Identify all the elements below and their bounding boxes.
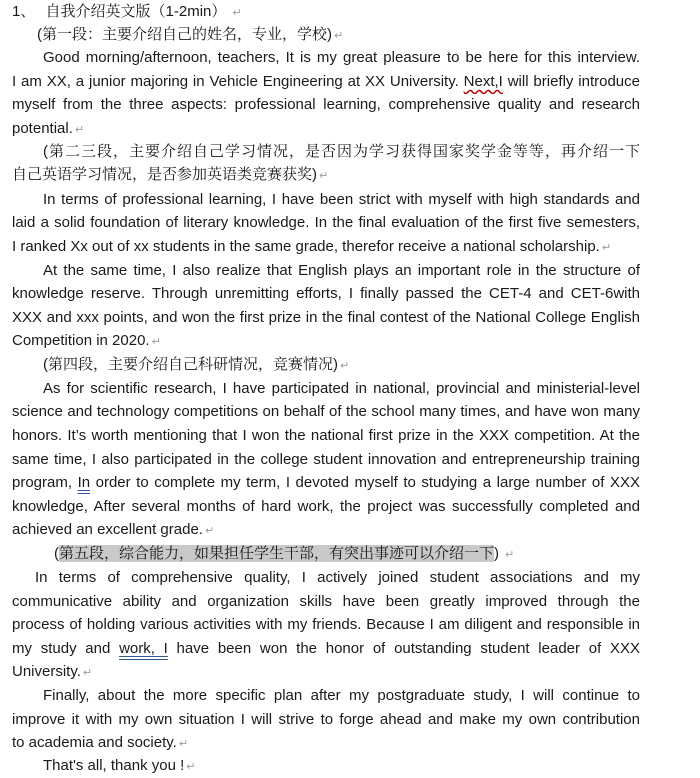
text-line: knowledge reserve. Through unremitting efforts, I finally passed the CET-4 and CET-6with (12, 285, 640, 302)
paragraph-mark: ↵ (232, 7, 242, 19)
text-line (12, 518, 640, 542)
text-line: improve it with my own situation I will strive to forge ahead and make my own contribution (12, 711, 640, 728)
text-line: science and technology competitions on behalf of the school many times, and have won many (12, 403, 640, 420)
text-line: At the same time, I also realize that English plays an important role in the structure of (43, 262, 640, 279)
heading-title: 自我介绍英文版（1-2min） (45, 3, 227, 20)
note-text: ( (54, 545, 59, 562)
text-span: I am XX, a junior majoring in Vehicle Engineering at XX University. (12, 73, 464, 90)
text-span: I ranked Xx out of xx students in the same grade, therefor receive a national scholarship. (12, 238, 600, 255)
grammar-flag[interactable]: work, I (119, 640, 168, 657)
text-span: Competition in 2020. (12, 332, 150, 349)
section-note-2: (第二三段，主要介绍自己学习情况，是否因为学习获得国家奖学金等等，再介绍一下 (43, 143, 640, 160)
highlighted-text: 第五段，综合能力，如果担任学生干部，有突出事迹可以介绍一下 (59, 545, 495, 562)
text-span: potential. (12, 120, 73, 137)
paragraph-mark: ↵ (340, 360, 350, 372)
text-line (43, 754, 640, 778)
heading-line (12, 0, 640, 24)
paragraph-mark: ↵ (186, 761, 196, 773)
text-span: have been won the honor of outstanding student leader of XXX (167, 640, 640, 657)
text-line: laid a solid foundation of literary knowledge. In the final evaluation of the first five semesters, (12, 214, 640, 231)
note-text: ) (494, 545, 500, 562)
text-line (12, 731, 640, 755)
text-span: program, (12, 474, 78, 491)
text-line: As for scientific research, I have participated in national, provincial and ministerial-level (43, 380, 640, 397)
paragraph-mark: ↵ (82, 667, 93, 679)
text-line: honors. It’s worth mentioning that I won the national first prize in the XXX competition. At the (12, 427, 640, 444)
text-line: knowledge, After several months of hard work, the project was successfully completed and (12, 498, 640, 515)
paragraph-mark: ↵ (505, 549, 515, 561)
paragraph-mark: ↵ (319, 170, 329, 182)
paragraph-mark: ↵ (74, 124, 85, 136)
text-span: University. (12, 663, 81, 680)
paragraph-mark: ↵ (601, 242, 612, 254)
paragraph-mark: ↵ (151, 336, 161, 348)
text-span: will briefly introduce (502, 73, 640, 90)
text-line: In terms of professional learning, I have been strict with myself with high standards and (43, 191, 640, 208)
text-line: Good morning/afternoon, teachers, It is my great pleasure to be here for this interview. (43, 49, 640, 66)
text-line (12, 70, 640, 94)
text-line (12, 660, 640, 684)
section-note-2-cont (12, 163, 640, 187)
paragraph-mark: ↵ (334, 30, 344, 42)
grammar-flag[interactable]: In (77, 474, 91, 491)
text-line (12, 471, 640, 495)
text-line (12, 117, 640, 141)
heading-number: 1、 (12, 3, 36, 20)
section-note-1 (12, 23, 665, 47)
text-line: myself from the three aspects: professional learning, comprehensive quality and research (12, 96, 640, 113)
text-line: In terms of comprehensive quality, I actively joined student associations and my (35, 569, 640, 586)
text-line: process of holding various activities with my friends. Because I am diligent and responsible in (12, 616, 640, 633)
text-span: order to complete my term, I devoted myself to studying a large number of XXX (90, 474, 640, 491)
spelling-flag[interactable]: Next,I (463, 73, 503, 90)
note-text: (第一段：主要介绍自己的姓名，专业，学校) (37, 26, 332, 43)
note-text: 自己英语学习情况，是否参加英语类竞赛获奖) (12, 166, 317, 183)
text-line: Finally, about the more specific plan after my postgraduate study, I will continue to (43, 687, 640, 704)
paragraph-mark: ↵ (178, 738, 189, 750)
text-line: communicative ability and organization skills have been greatly improved through the (12, 593, 640, 610)
section-note-4 (12, 353, 671, 377)
section-note-5 (12, 542, 682, 566)
text-line: XXX and xxx points, and won the first prize in the final contest of the National College English (12, 309, 640, 326)
text-span: to academia and society. (12, 734, 177, 751)
paragraph-mark: ↵ (204, 525, 215, 537)
text-span: achieved an excellent grade. (12, 521, 203, 538)
text-span: my study and (12, 640, 120, 657)
text-span: That's all, thank you ! (43, 757, 185, 774)
text-line (12, 329, 640, 353)
text-line: same time, I also participated in the college student innovation and entrepreneurship training (12, 451, 640, 468)
text-line (12, 637, 640, 661)
note-text: (第四段，主要介绍自己科研情况，竞赛情况) (43, 356, 338, 373)
text-line (12, 235, 640, 259)
